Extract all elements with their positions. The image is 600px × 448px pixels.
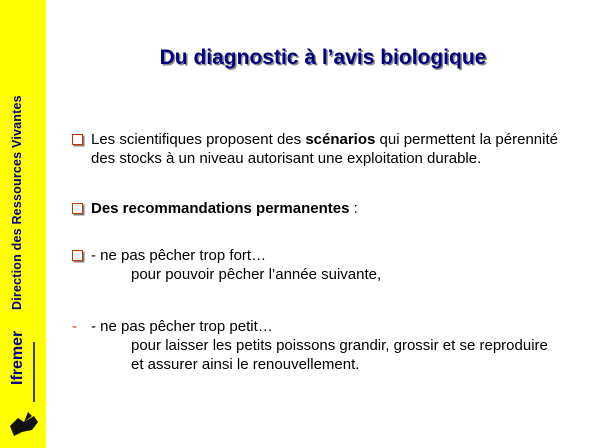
checkbox-bullet-icon [72, 250, 83, 261]
list-item [70, 130, 570, 168]
list-item [70, 317, 570, 374]
checkbox-bullet-icon [72, 134, 83, 145]
list-item-text: Des recommandations permanentes : [91, 200, 358, 217]
slide-title: Du diagnostic à l’avis biologique [159, 46, 487, 69]
logo-wordmark: Ifremer [9, 330, 26, 385]
list-item-text: - ne pas pêcher trop petit… pour laisser les petits poissons grandir, grossir et se reproduire et assurer ainsi le renouvellement. [91, 318, 548, 373]
checkbox-bullet-icon [72, 203, 83, 214]
list-item-text: - ne pas pêcher trop fort… pour pouvoir pêcher l’année suivante, [91, 247, 382, 283]
dash-bullet: - [72, 318, 77, 335]
list-item [70, 199, 570, 218]
list-item [70, 246, 570, 284]
list-item-text: Les scientifiques proposent des scénarios qui permettent la pérennité des stocks à un niveau autorisant une exploitation durable. [91, 131, 558, 167]
sidebar-band [0, 0, 46, 448]
org-name: Direction des Ressources Vivantes [10, 95, 24, 310]
emphasis: scénarios [305, 131, 376, 148]
emphasis: Des recommandations permanentes [91, 200, 350, 217]
